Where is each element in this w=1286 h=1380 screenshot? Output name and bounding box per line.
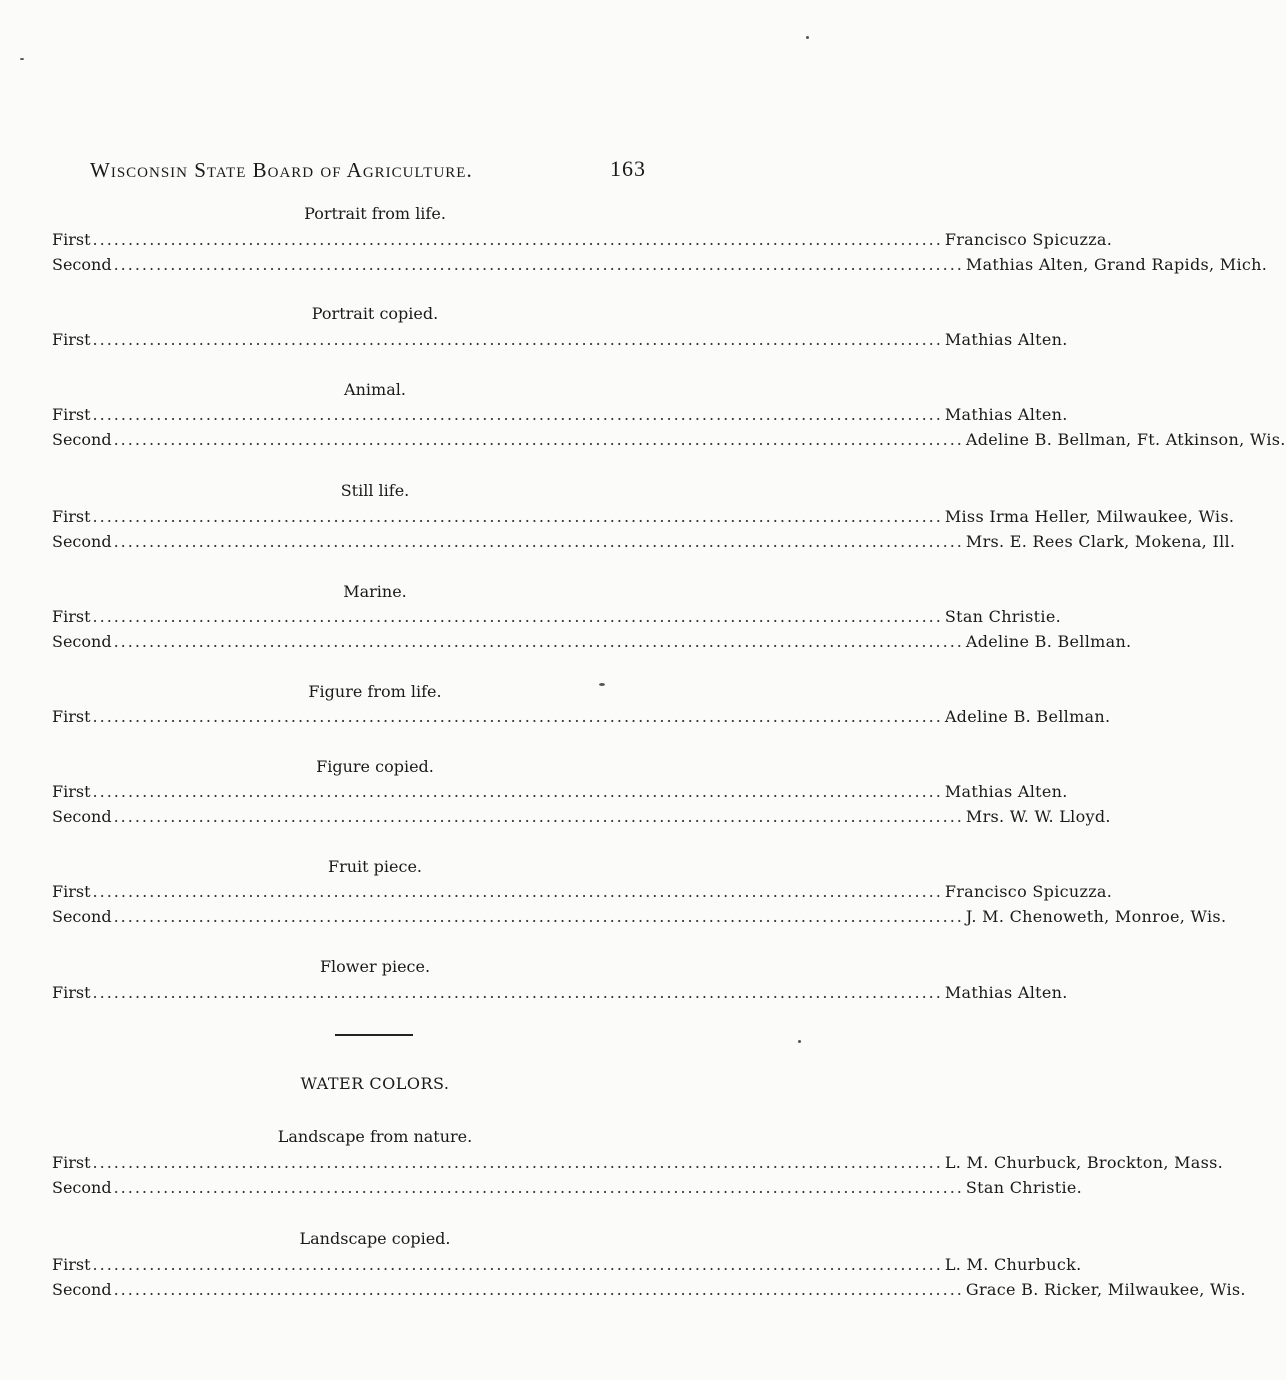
category-heading: Landscape from nature. — [277, 1127, 473, 1146]
award-winner: Mathias Alten, Grand Rapids, Mich. — [965, 255, 1268, 274]
award-place: First — [52, 1153, 91, 1172]
dot-leader: ........................................................................................................................ — [113, 255, 964, 274]
award-list — [52, 0, 1286, 1380]
award-place: First — [52, 1255, 91, 1274]
award-place: First — [52, 330, 91, 349]
award-place: Second — [52, 632, 112, 651]
dot-leader: ........................................................................................................................ — [92, 882, 943, 901]
award-winner: Mrs. E. Rees Clark, Mokena, Ill. — [965, 532, 1236, 551]
award-place: First — [52, 882, 91, 901]
category-heading: Animal. — [344, 380, 406, 399]
award-winner: Francisco Spicuzza. — [944, 882, 1113, 901]
award-place: Second — [52, 907, 112, 926]
award-winner: L. M. Churbuck. — [944, 1255, 1082, 1274]
dot-leader: ........................................................................................................................ — [92, 330, 943, 349]
award-place: First — [52, 507, 91, 526]
award-place: First — [52, 405, 91, 424]
category-heading: Fruit piece. — [327, 857, 423, 876]
award-place: First — [52, 230, 91, 249]
scan-speck — [20, 58, 24, 60]
category-heading: Still life. — [340, 481, 410, 500]
award-place: Second — [52, 532, 112, 551]
award-row — [52, 630, 1132, 654]
award-row — [52, 1151, 1224, 1175]
dot-leader: ........................................................................................................................ — [113, 907, 964, 926]
scan-speck — [806, 36, 809, 39]
scan-speck — [798, 1040, 801, 1043]
dot-leader: ........................................................................................................................ — [92, 607, 943, 626]
dot-leader: ........................................................................................................................ — [113, 1178, 964, 1197]
award-row — [52, 403, 1068, 427]
award-winner: Stan Christie. — [965, 1178, 1083, 1197]
award-winner: Miss Irma Heller, Milwaukee, Wis. — [944, 507, 1235, 526]
award-winner: L. M. Churbuck, Brockton, Mass. — [944, 1153, 1224, 1172]
dot-leader: ........................................................................................................................ — [113, 430, 964, 449]
award-row — [52, 228, 1113, 252]
award-row — [52, 328, 1068, 352]
award-winner: Adeline B. Bellman, Ft. Atkinson, Wis. — [965, 430, 1286, 449]
dot-leader: ........................................................................................................................ — [92, 782, 943, 801]
award-row — [52, 605, 1061, 629]
award-winner: Mathias Alten. — [944, 782, 1068, 801]
award-place: First — [52, 782, 91, 801]
award-winner: Francisco Spicuzza. — [944, 230, 1113, 249]
dot-leader: ........................................................................................................................ — [92, 405, 943, 424]
award-place: Second — [52, 1178, 112, 1197]
award-row — [52, 253, 1268, 277]
category-heading: Figure from life. — [308, 682, 442, 701]
award-winner: J. M. Chenoweth, Monroe, Wis. — [965, 907, 1227, 926]
award-winner: Mathias Alten. — [944, 330, 1068, 349]
dot-leader: ........................................................................................................................ — [92, 507, 943, 526]
dot-leader: ........................................................................................................................ — [92, 1153, 943, 1172]
award-row — [52, 505, 1235, 529]
dot-leader: ........................................................................................................................ — [113, 807, 964, 826]
category-heading: Marine. — [343, 582, 407, 601]
award-winner: Mathias Alten. — [944, 405, 1068, 424]
award-row — [52, 1176, 1083, 1200]
award-place: Second — [52, 430, 112, 449]
award-winner: Adeline B. Bellman. — [965, 632, 1132, 651]
award-row — [52, 880, 1113, 904]
page-title: Wisconsin State Board of Agriculture. — [90, 158, 473, 182]
page-number: 163 — [610, 156, 646, 181]
award-place: First — [52, 707, 91, 726]
category-heading: Portrait from life. — [304, 204, 446, 223]
category-heading: Figure copied. — [316, 757, 434, 776]
dot-leader: ........................................................................................................................ — [113, 632, 964, 651]
award-row — [52, 805, 1111, 829]
award-row — [52, 981, 1068, 1005]
award-place: Second — [52, 1280, 112, 1299]
award-row — [52, 780, 1068, 804]
dot-leader: ........................................................................................................................ — [92, 707, 943, 726]
category-heading: Flower piece. — [319, 957, 431, 976]
award-winner: Grace B. Ricker, Milwaukee, Wis. — [965, 1280, 1246, 1299]
dot-leader: ........................................................................................................................ — [92, 230, 943, 249]
award-winner: Stan Christie. — [944, 607, 1061, 626]
dot-leader: ........................................................................................................................ — [92, 1255, 943, 1274]
award-place: Second — [52, 255, 112, 274]
section-title: WATER COLORS. — [300, 1074, 450, 1093]
dot-leader: ........................................................................................................................ — [113, 532, 964, 551]
award-row — [52, 905, 1227, 929]
section-divider — [335, 1034, 413, 1036]
award-place: First — [52, 607, 91, 626]
category-heading: Portrait copied. — [311, 304, 439, 323]
award-winner: Mrs. W. W. Lloyd. — [965, 807, 1111, 826]
award-winner: Adeline B. Bellman. — [944, 707, 1111, 726]
award-row — [52, 428, 1286, 452]
award-winner: Mathias Alten. — [944, 983, 1068, 1002]
award-row — [52, 705, 1111, 729]
dot-leader: ........................................................................................................................ — [92, 983, 943, 1002]
award-row — [52, 1253, 1082, 1277]
category-heading: Landscape copied. — [299, 1229, 451, 1248]
award-row — [52, 530, 1236, 554]
award-place: First — [52, 983, 91, 1002]
dot-leader: ........................................................................................................................ — [113, 1280, 964, 1299]
scan-speck — [599, 683, 605, 686]
award-row — [52, 1278, 1246, 1302]
award-place: Second — [52, 807, 112, 826]
